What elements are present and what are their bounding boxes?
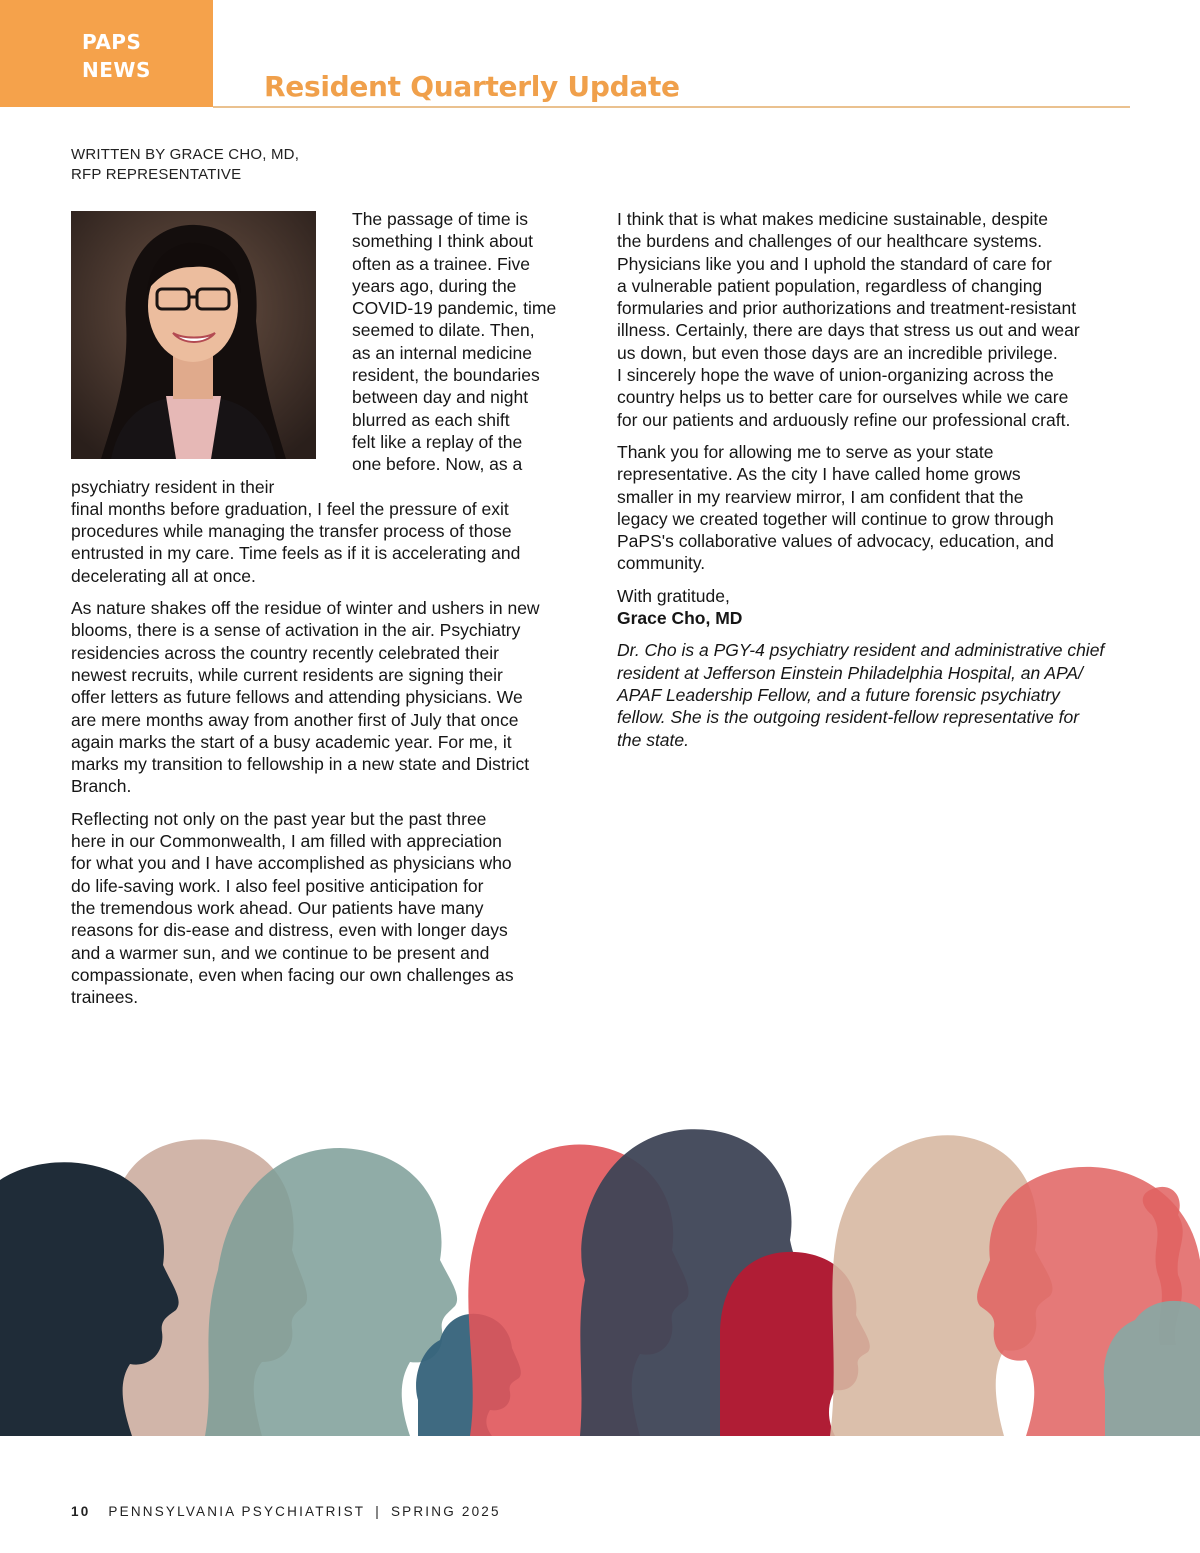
text-line: illness. Certainly, there are days that stress us out and wear — [617, 320, 1080, 341]
text-line: legacy we created together will continue to grow through — [617, 508, 1054, 529]
section-tab-line2: NEWS — [82, 58, 151, 82]
text-line: APAF Leadership Fellow, and a future forensic psychiatry — [617, 684, 1060, 705]
byline-role: RFP REPRESENTATIVE — [71, 166, 242, 183]
text-line: seemed to dilate. Then, — [352, 320, 535, 341]
text-line: Branch. — [71, 776, 132, 797]
text-line: fellow. She is the outgoing resident-fellow representative for — [617, 707, 1080, 728]
text-line: marks my transition to fellowship in a new state and District — [71, 754, 530, 775]
text-line: decelerating all at once. — [71, 565, 256, 586]
page-number: 10 — [71, 1504, 91, 1519]
text-line: procedures while managing the transfer process of those — [71, 521, 512, 542]
text-line: As nature shakes off the residue of winter and ushers in new — [71, 598, 540, 619]
text-line: I think that is what makes medicine sustainable, despite — [617, 209, 1048, 229]
text-line: something I think about — [352, 231, 533, 252]
text-line: COVID-19 pandemic, time — [352, 298, 557, 319]
issue-label: SPRING 2025 — [390, 1504, 501, 1519]
text-line: often as a trainee. Five — [352, 253, 531, 274]
text-line: Thank you for allowing me to serve as your state — [617, 441, 994, 462]
text-line: one before. Now, as a — [352, 454, 523, 475]
text-line: The passage of time is — [352, 209, 529, 229]
left-paragraph-2 — [71, 597, 586, 798]
text-line: again marks the start of a busy academic year. For me, it — [71, 731, 512, 752]
section-tab-line1: PAPS — [82, 30, 142, 54]
text-line: formularies and prior authorizations and treatment-resistant — [617, 298, 1077, 319]
text-line: trainees. — [71, 987, 139, 1008]
right-paragraph-1 — [617, 208, 1132, 431]
text-line: for what you and I have accomplished as physicians who — [71, 853, 512, 874]
closing — [617, 585, 1132, 630]
text-line: blooms, there is a sense of activation in the air. Psychiatry — [71, 620, 521, 641]
section-tab — [0, 0, 213, 107]
text-line: country helps us to better care for ourselves while we care — [617, 387, 1069, 408]
author-photo — [71, 211, 316, 459]
text-line: Dr. Cho is a PGY-4 psychiatry resident and administrative chief — [617, 640, 1105, 661]
text-line: smaller in my rearview mirror, I am confident that the — [617, 486, 1024, 507]
right-paragraph-2 — [617, 441, 1132, 575]
text-line: years ago, during the — [352, 275, 517, 296]
publication-name: PENNSYLVANIA PSYCHIATRIST — [108, 1504, 366, 1519]
text-line: I sincerely hope the wave of union-organizing across the — [617, 365, 1054, 386]
text-line: and a warmer sun, and we continue to be present and — [71, 942, 490, 963]
text-line: Physicians like you and I uphold the standard of care for — [617, 253, 1052, 274]
text-line: Reflecting not only on the past year but the past three — [71, 808, 487, 829]
text-line: the burdens and challenges of our healthcare systems. — [617, 231, 1043, 252]
text-line: community. — [617, 553, 706, 574]
profile-silhouettes-illustration — [0, 1100, 1200, 1436]
text-line: a vulnerable patient population, regardless of changing — [617, 275, 1043, 296]
author-bio — [617, 639, 1132, 750]
left-paragraph-3 — [71, 808, 586, 1009]
left-column — [71, 208, 586, 1008]
text-line: psychiatry resident in their — [71, 476, 275, 497]
page-footer — [71, 1504, 501, 1519]
signature: Grace Cho, MD — [617, 608, 743, 629]
text-line: PaPS's collaborative values of advocacy, education, and — [617, 531, 1054, 552]
footer-separator: | — [375, 1504, 381, 1519]
text-line: resident, the boundaries — [352, 365, 540, 386]
text-line: felt like a replay of the — [352, 431, 523, 452]
text-line: residencies across the country recently celebrated their — [71, 642, 499, 663]
text-line: for our patients and arduously refine our professional craft. — [617, 409, 1071, 430]
article-title: Resident Quarterly Update — [264, 70, 680, 103]
closing-salutation: With gratitude, — [617, 585, 730, 606]
text-line: newest recruits, while current residents are signing their — [71, 664, 503, 685]
text-line: do life-saving work. I also feel positive anticipation for — [71, 875, 484, 896]
text-line: resident at Jefferson Einstein Philadelphia Hospital, an APA/ — [617, 662, 1083, 683]
text-line: entrusted in my care. Time feels as if it is accelerating and — [71, 543, 521, 564]
right-column — [617, 208, 1132, 751]
text-line: offer letters as future fellows and attending physicians. We — [71, 687, 523, 708]
text-line: between day and night — [352, 387, 529, 408]
text-line: representative. As the city I have called home grows — [617, 464, 1021, 485]
text-line: as an internal medicine — [352, 342, 532, 363]
text-line: us down, but even those days are an incredible privilege. — [617, 342, 1058, 363]
text-line: are mere months away from another first of July that once — [71, 709, 519, 730]
text-line: here in our Commonwealth, I am filled with appreciation — [71, 831, 502, 852]
text-line: the state. — [617, 729, 689, 750]
byline-author: WRITTEN BY GRACE CHO, MD, — [71, 146, 300, 163]
text-line: compassionate, even when facing our own challenges as — [71, 964, 514, 985]
text-line: blurred as each shift — [352, 409, 510, 430]
text-line: final months before graduation, I feel the pressure of exit — [71, 498, 509, 519]
text-line: the tremendous work ahead. Our patients have many — [71, 897, 484, 918]
header-rule — [213, 106, 1130, 108]
text-line: reasons for dis-ease and distress, even with longer days — [71, 920, 508, 941]
byline — [71, 145, 299, 185]
